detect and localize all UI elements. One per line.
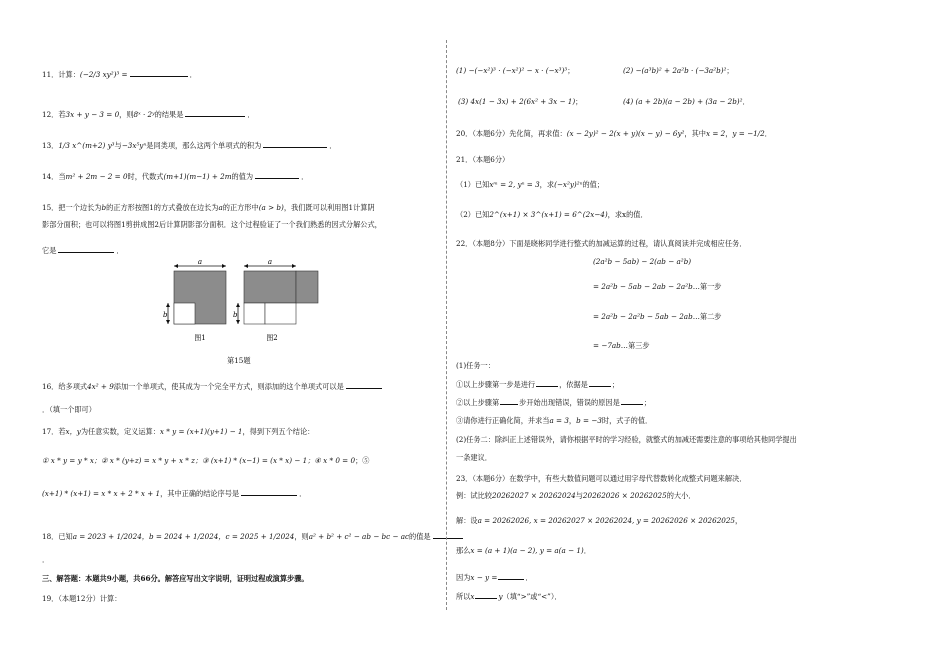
q23-example-product-2: 20262026 × 20262025 (582, 491, 667, 500)
q22-t1a-text2: ，依据是 (559, 380, 588, 389)
q15-answer-blank[interactable] (58, 245, 114, 253)
q13-tail: 是同类项，那么这两个单项式的积为 (146, 141, 262, 150)
q15-text2: 的方式叠放在边长为 (153, 203, 219, 212)
q18-b: ，b = 2024 + 1/2024 (141, 532, 219, 541)
q13-number: 13． (42, 141, 59, 150)
q20-x-value: x = 2 (706, 129, 726, 138)
question-17-line3 (42, 488, 306, 498)
q22-t1c-end: 时，式子的值． (601, 416, 653, 425)
q19-part-3 (458, 97, 582, 106)
question-21-heading: 21．（本题6分） (456, 155, 510, 164)
q23-because-label: 因为 (456, 573, 471, 582)
q22-step-2-tag: …第二步 (692, 312, 722, 321)
q17-tail2: ，其中正确的结论序号是 (160, 489, 240, 498)
q15-condition: (a > b) (258, 203, 284, 212)
q17-conclusion-1: ① x * y = y * x (42, 456, 94, 465)
q23-because-expression: x − y = (470, 573, 498, 582)
q13-term2: −3x⁵yⁿ (121, 141, 147, 150)
q17-conclusion-5: (x+1) * (x+1) = x * x + 2 * x + 1 (42, 489, 161, 498)
question-20 (456, 129, 772, 138)
figure-1-label-a: a (197, 258, 203, 266)
question-14 (42, 171, 308, 181)
q22-t1c-text: ③请你进行正确化简，并求当 (456, 416, 550, 425)
q23-so-y: y (498, 592, 503, 601)
question-15-line2 (42, 220, 382, 229)
q13-term1: 1/3 x^(m+2) y³ (58, 141, 115, 150)
q17-conclusion-2: ；② x * (y+z) = x * y + x * z (93, 456, 195, 465)
q17-number: 17．若 (42, 427, 66, 436)
q15-fig-ref1: 1 (149, 203, 154, 212)
q17-definition: x * y = (x+1)(y+1) − 1 (159, 427, 243, 436)
q12-end: ． (247, 110, 255, 119)
q15-fig-ref2: 1 (348, 203, 354, 212)
q15-text5: 计算阴 (353, 203, 375, 212)
q22-step-2 (593, 312, 721, 321)
q19-part-4-end: ． (742, 97, 750, 106)
q20-comma: ， (725, 129, 733, 138)
q23-so (456, 591, 562, 601)
q18-a: a = 2023 + 1/2024 (72, 532, 142, 541)
q19-part-2-expression: (2) −(a³b)² + 2a²b · (−3a²b)² (623, 66, 727, 75)
q18-number: 18．已知 (42, 532, 73, 541)
q11-end: ． (189, 70, 197, 79)
figure-2-small-square (244, 303, 265, 324)
q22-t1b-end: ； (643, 398, 651, 407)
q23-so-x: x (470, 592, 475, 601)
q17-mid: 为任意实数，定义运算： (80, 427, 160, 436)
figure-2 (233, 258, 318, 342)
q22-step-3 (593, 341, 650, 350)
q14-end: ． (301, 172, 309, 181)
q22-step-3-expression: = −7ab (593, 341, 621, 350)
q16-tail: 添加一个单项式，使其成为一个完全平方式，则添加的这个单项式可以是 (113, 382, 344, 391)
q16-expression: 4x² + 9 (87, 382, 114, 391)
q22-step-0: (2a²b − 5ab) − 2(ab − a²b) (593, 257, 692, 266)
q19-part-1-expression: (1) −(−x²)³ · (−x²)² − x · (−x³)³ (456, 66, 568, 75)
q22-step-1 (593, 282, 721, 291)
q18-end: ． (42, 555, 50, 564)
q22-task-2-line2: 一条建议． (456, 453, 492, 462)
arrowhead-a2-right (292, 264, 296, 268)
arrowhead-a2-left (244, 264, 248, 268)
question-17-line2 (42, 456, 369, 465)
figure-1-label-b: b (163, 311, 168, 319)
q14-answer-blank[interactable] (255, 171, 299, 179)
q22-task-2: (2)任务二：除纠正上述错误外，请你根据平时的学习经验，就整式的加减还需要注意的事项给其他同学提出 (456, 435, 797, 444)
q23-then (456, 546, 591, 555)
q20-expression: (x − 2y)² − 2(x + y)(x − y) − 6y² (566, 129, 685, 138)
question-18 (42, 531, 465, 541)
q22-step-3-tag: …第三步 (620, 341, 650, 350)
q19-part-2-end: ； (726, 66, 734, 75)
q17-tail: ，得到下列五个结论： (242, 427, 315, 436)
q15-number: 15．把一个边长为 (42, 203, 102, 212)
right-column (448, 0, 950, 672)
q15-text1: 的正方形按图 (106, 203, 150, 212)
q23-example-product-1: 20262027 × 20262024 (491, 491, 576, 500)
q23-solution-end: ， (735, 516, 743, 525)
arrowhead-b1-top (166, 303, 170, 307)
q21-2-end: ，求x的值． (607, 210, 648, 219)
q22-step-2-expression: = 2a²b − 2a²b − 5ab − 2ab (593, 312, 693, 321)
figure-2-moved-piece (296, 271, 318, 303)
question-16-line2: ．（填一个即可） (42, 405, 96, 414)
q15-fig-ref3: 1 (121, 220, 126, 229)
q23-so-end: （填“>”或“<”）． (502, 592, 562, 601)
figure-1-small-square (174, 303, 195, 324)
q15-a: a (218, 203, 223, 212)
q21-1-label: （1）已知 (456, 180, 490, 189)
q21-1-mid: ，求 (539, 180, 555, 189)
figure-2-label-a: a (267, 258, 273, 266)
q20-end: ． (764, 129, 772, 138)
q17-answer-blank[interactable] (241, 488, 297, 496)
q22-t1b-text2: 步开始出现错误，错误的原因是 (519, 398, 620, 407)
column-divider (446, 40, 447, 610)
q23-example-and: 与 (575, 491, 583, 500)
question-13 (42, 140, 336, 150)
q22-t1a-end: ； (611, 380, 620, 389)
q11-number: 11．计算： (42, 70, 80, 79)
left-column (0, 0, 445, 672)
q12-answer-blank[interactable] (185, 109, 245, 117)
q22-t1b-text: ②以上步骤第 (456, 398, 500, 407)
q22-task-1-heading: (1)任务一： (456, 361, 495, 370)
q19-part-4 (623, 97, 750, 106)
q18-c: ，c = 2025 + 1/2024 (218, 532, 295, 541)
q22-t1a-text: ①以上步骤第一步是进行 (456, 380, 536, 389)
q20-y-value: y = −1/2 (732, 129, 765, 138)
q15-figure (160, 258, 330, 348)
q14-condition: m² + 2m − 2 = 0 (65, 172, 128, 181)
q14-tail: 的值为 (231, 172, 254, 181)
question-12 (42, 109, 255, 119)
q19-part-3-expression: (3) 4x(1 − 3x) + 2(6x² + 3x − 1) (458, 97, 576, 106)
q19-part-2 (623, 66, 734, 75)
q14-expression: (m+1)(m−1) + 2m (163, 172, 232, 181)
q12-condition: 3x + y − 3 = 0 (65, 110, 120, 119)
arrowhead-a1-right (222, 264, 226, 268)
question-15-line1 (42, 203, 375, 212)
q17-conclusion-3: ；③ (x+1) * (x−1) = (x * x) − 1 (194, 456, 308, 465)
q21-1-end: 的值； (582, 180, 605, 189)
q22-t1c-a: a = 3 (549, 416, 569, 425)
q19-part-3-end: ； (575, 97, 583, 106)
q18-expression: a² + b² + c² − ab − bc − ac (308, 532, 410, 541)
q23-so-label: 所以 (456, 592, 471, 601)
q22-t1a-blank-1[interactable] (536, 379, 558, 387)
q18-tail: 的值是 (409, 532, 431, 541)
q12-number: 12．若 (42, 110, 66, 119)
figure-1-caption: 图1 (194, 334, 206, 342)
q22-t1b-blank-1[interactable] (500, 397, 518, 405)
q15-text9: 它是 (42, 246, 57, 255)
q12-mid: ，则 (119, 110, 134, 119)
q17-conclusion-5-marker: ；⑤ (355, 456, 370, 465)
q13-mid: 与 (114, 141, 122, 150)
q17-conclusion-4: ；④ x * 0 = 0 (307, 456, 356, 465)
q15-text3: 的正方形中 (222, 203, 259, 212)
q22-step-1-expression: = 2a²b − 5ab − 2ab − 2a²b (593, 282, 693, 291)
q23-then-label: 那么 (456, 546, 471, 555)
q23-example (456, 491, 695, 500)
figure-2-lower-rect (265, 303, 296, 324)
q22-t1a-blank-2[interactable] (589, 379, 611, 387)
arrowhead-b1-bottom (166, 320, 170, 324)
q23-difference-blank[interactable] (498, 572, 524, 580)
q16-number: 16．给多项式 (42, 382, 88, 391)
q15-text4: ，我们既可以利用图 (283, 203, 349, 212)
arrowhead-b2-top (236, 303, 240, 307)
q22-task-1-b (456, 397, 651, 407)
q12-tail: 的结果是 (154, 110, 184, 119)
q21-2-label: （2）已知 (456, 210, 490, 219)
q19-part-1-end: ； (567, 66, 575, 75)
q20-number: 20．（本题6分）先化简，再求值： (456, 129, 567, 138)
q13-end: ． (329, 141, 337, 150)
q23-then-expression: x = (a + 1)(a − 2), y = a(a − 1) (470, 546, 584, 555)
q16-answer-blank[interactable] (346, 381, 382, 389)
q17-variables: x，y (65, 427, 81, 436)
q23-compare-blank[interactable] (475, 591, 497, 599)
question-11 (42, 69, 197, 79)
q22-step-1-tag: …第一步 (692, 282, 722, 291)
q13-answer-blank[interactable] (263, 140, 327, 148)
q18-mid: ，则 (294, 532, 309, 541)
q22-t1c-b: b = −3 (576, 416, 602, 425)
q23-then-end: ． (583, 546, 591, 555)
q23-example-end: 的大小． (666, 491, 696, 500)
q14-mid: 时，代数式 (127, 172, 164, 181)
q21-part-2 (456, 210, 648, 219)
q17-end: ． (299, 489, 307, 498)
q23-because (456, 572, 533, 582)
figure-1 (163, 258, 226, 342)
q21-1-expression: (−x²y)²ⁿ (554, 180, 583, 189)
q15-end: ． (116, 246, 124, 255)
q15-text6: 影部分面积；也可以将图 (42, 220, 122, 229)
q11-answer-blank[interactable] (130, 69, 188, 77)
figure-2-upper-rect (244, 271, 296, 303)
q15-figure-caption: 第15题 (227, 356, 251, 365)
q23-solution-label: 解：设 (456, 516, 478, 525)
q12-expression: 8ˣ · 2ʸ (133, 110, 155, 119)
q19-part-4-expression: (4) (a + 2b)(a − 2b) + (3a − 2b)² (623, 97, 743, 106)
q21-2-equation: 2^(x+1) × 3^(x+1) = 6^(2x−4) (489, 210, 608, 219)
q21-1-condition: xᵐ = 2, yⁿ = 3 (489, 180, 540, 189)
question-22-heading: 22．（本题8分）下面是晓彬同学进行整式的加减运算的过程，请认真阅读并完成相应任务． (456, 239, 747, 248)
q23-substitution: a = 20262026, x = 20262027 × 20262024, y = 20262026 × 20262025 (477, 516, 735, 525)
q20-mid: ，其中 (684, 129, 706, 138)
q23-solution (456, 516, 742, 525)
q22-task-1-c (456, 416, 652, 425)
q22-t1b-blank-2[interactable] (621, 397, 643, 405)
q22-t1c-comma: ， (568, 416, 577, 425)
q11-expression: (−2/3 xy²)³ = (79, 70, 128, 79)
q21-part-1 (456, 180, 604, 189)
q23-because-end: ． (525, 573, 533, 582)
q22-task-1-a (456, 379, 619, 389)
arrowhead-b2-bottom (236, 320, 240, 324)
question-23-heading: 23．（本题6分）在数学中，有些大数值问题可以通过用字母代替数转化成整式问题来解决． (456, 474, 747, 483)
q15-text8: 后计算阴影部分面积．这个过程验证了一个我们熟悉的因式分解公式， (159, 220, 382, 229)
section-3-heading: 三、解答题：本题共9小题，共66分。解答应写出文字说明，证明过程或演算步骤。 (42, 574, 309, 583)
figure-2-label-b: b (233, 311, 238, 319)
q14-number: 14．当 (42, 172, 66, 181)
question-16-line1 (42, 381, 384, 391)
q19-part-1 (456, 66, 574, 75)
arrowhead-a1-left (174, 264, 178, 268)
question-15-line3 (42, 245, 124, 255)
question-17-line1 (42, 427, 314, 436)
figure-2-caption: 图2 (266, 334, 278, 342)
q23-example-label: 例：试比较 (456, 491, 492, 500)
q15-b: b (101, 203, 107, 212)
q15-fig-ref4: 2 (154, 220, 159, 229)
q15-text7: 剪拼成图 (125, 220, 155, 229)
question-19-heading: 19．（本题12分）计算： (42, 594, 122, 603)
